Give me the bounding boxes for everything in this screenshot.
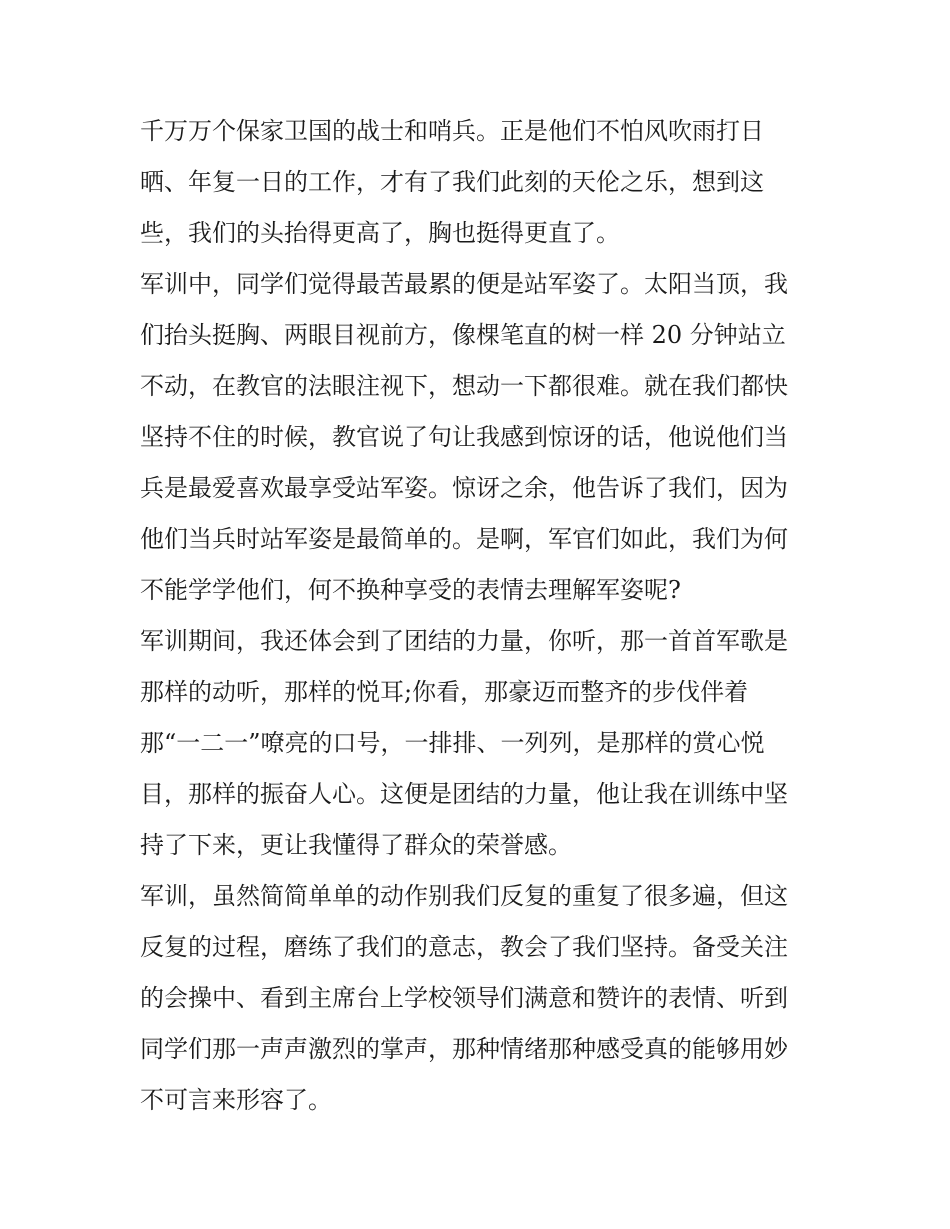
- text-line: 反复的过程，磨练了我们的意志，教会了我们坚持。备受关注: [140, 933, 788, 961]
- paragraph-2: [140, 259, 820, 616]
- text-line: 持了下来，更让我懂得了群众的荣誉感。: [140, 831, 572, 859]
- text-line: 那“一二一”嘹亮的口号，一排排、一列列，是那样的赏心悦: [140, 729, 765, 757]
- text-line: 军训期间，我还体会到了团结的力量，你听，那一首首军歌是: [140, 627, 788, 655]
- text-line: 那样的动听，那样的悦耳;你看，那豪迈而整齐的步伐伴着: [140, 678, 749, 706]
- text-line: 晒、年复一日的工作，才有了我们此刻的天伦之乐，想到这: [140, 168, 764, 196]
- text-line: 的会操中、看到主席台上学校领导们满意和赞许的表情、听到: [140, 984, 788, 1012]
- text-line: 不能学学他们，何不换种享受的表情去理解军姿呢?: [140, 576, 681, 604]
- text-line: 些，我们的头抬得更高了，胸也挺得更直了。: [140, 219, 620, 247]
- text-line: 兵是最爱喜欢最享受站军姿。惊讶之余，他告诉了我们，因为: [140, 474, 788, 502]
- text-line: 不动，在教官的法眼注视下，想动一下都很难。就在我们都快: [140, 372, 788, 400]
- text-line: 他们当兵时站军姿是最简单的。是啊，军官们如此，我们为何: [140, 525, 788, 553]
- text-line: 军训，虽然简简单单的动作别我们反复的重复了很多遍，但这: [140, 882, 788, 910]
- paragraph-4: [140, 871, 820, 1126]
- text-line: 目，那样的振奋人心。这便是团结的力量，他让我在训练中坚: [140, 780, 788, 808]
- text-line: 千万万个保家卫国的战士和哨兵。正是他们不怕风吹雨打日: [140, 117, 764, 145]
- text-line: 军训中，同学们觉得最苦最累的便是站军姿了。太阳当顶，我: [140, 270, 788, 298]
- paragraph-1: [140, 106, 820, 259]
- text-line: 坚持不住的时候，教官说了句让我感到惊讶的话，他说他们当: [140, 423, 788, 451]
- paragraph-3: [140, 616, 820, 871]
- text-line: 们抬头挺胸、两眼目视前方，像棵笔直的树一样 20 分钟站立: [140, 321, 786, 349]
- text-line: 同学们那一声声激烈的掌声，那种情绪那种感受真的能够用妙: [140, 1035, 788, 1063]
- document-body: [140, 106, 820, 1126]
- text-line: 不可言来形容了。: [140, 1086, 332, 1114]
